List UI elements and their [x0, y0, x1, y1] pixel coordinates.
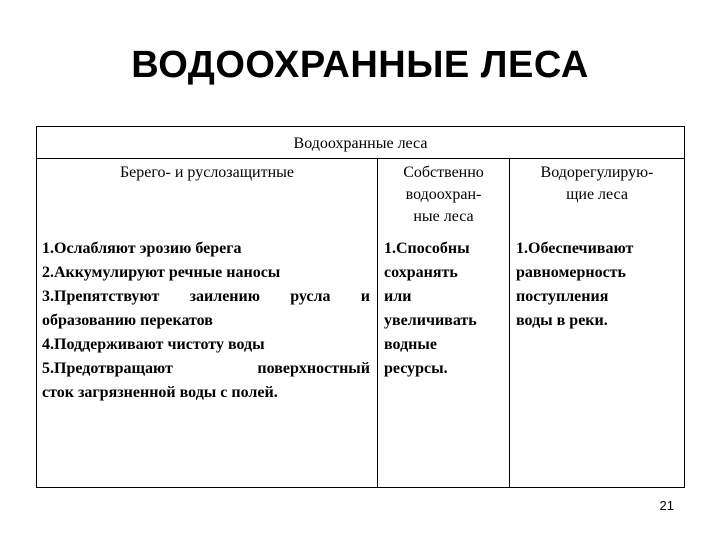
column-header-line: щие леса	[566, 186, 628, 203]
column-divider	[377, 158, 378, 488]
caption-divider	[36, 158, 685, 159]
page-number: 21	[659, 498, 674, 513]
list-item: воды в реки.	[516, 312, 608, 329]
list-item: сток загрязненной воды с полей.	[42, 384, 278, 401]
list-item: водные	[384, 336, 437, 353]
list-item: 2.Аккумулируют речные наносы	[42, 264, 281, 281]
column-header-bank-protection	[37, 162, 377, 184]
list-item: 4.Поддерживают чистоту воды	[42, 336, 265, 353]
list-item: увеличивать	[384, 312, 477, 329]
list-item: или	[384, 288, 412, 305]
column-header-line: водоохран-	[405, 186, 482, 203]
column-divider	[509, 158, 510, 488]
column-header-water-protection	[378, 162, 509, 228]
column-header-water-regulating	[510, 162, 684, 206]
list-item: сохранять	[384, 264, 458, 281]
column-header-line: ные леса	[413, 208, 474, 225]
table-caption: Водоохранные леса	[293, 135, 428, 152]
column-header-line: Водорегулирую-	[540, 164, 654, 181]
list-item: равномерность	[516, 264, 626, 281]
list-item: 1.Способны	[384, 240, 470, 257]
column-body-bank-protection	[42, 237, 370, 405]
list-item: образованию перекатов	[42, 312, 213, 329]
list-item: 5.Предотвращают поверхностный	[42, 360, 370, 377]
list-item: ресурсы.	[384, 360, 448, 377]
column-header-line: Берего- и руслозащитные	[119, 164, 295, 181]
list-item: 3.Препятствуют заилению русла и	[42, 288, 370, 305]
list-item: 1.Ослабляют эрозию берега	[42, 240, 242, 257]
column-body-water-protection	[384, 237, 506, 381]
list-item: поступления	[516, 288, 609, 305]
column-body-water-regulating	[516, 237, 682, 333]
list-item: 1.Обеспечивают	[516, 240, 634, 257]
slide-title: ВОДООХРАННЫЕ ЛЕСА	[131, 44, 589, 86]
column-header-line: Собственно	[403, 164, 484, 181]
